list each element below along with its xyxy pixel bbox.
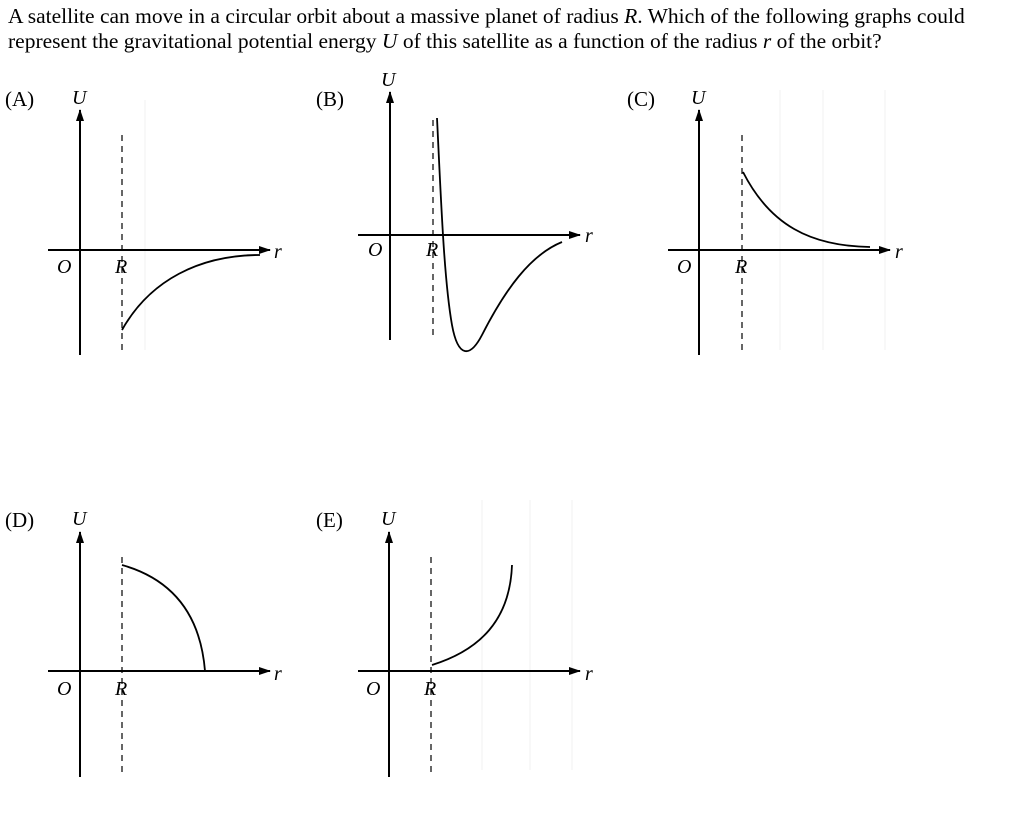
radius-label: R [735, 256, 748, 278]
y-axis-label: U [381, 69, 396, 91]
origin-label: O [368, 239, 383, 261]
choice-label: (B) [316, 87, 344, 111]
graph-b[interactable] [316, 69, 593, 351]
x-axis-label: r [274, 241, 282, 263]
origin-label: O [57, 678, 72, 700]
graph-e[interactable] [316, 508, 593, 777]
question-text-part: . Which of the following graphs could [637, 4, 965, 28]
potential-curve [743, 172, 870, 247]
origin-label: O [57, 256, 72, 278]
potential-curve [122, 565, 205, 671]
symbol-r: r [762, 29, 772, 53]
origin-label: O [677, 256, 692, 278]
background-artifacts [145, 90, 885, 770]
choice-label: (D) [5, 508, 35, 532]
x-axis-label: r [585, 663, 593, 685]
question-text-part: of this satellite as a function of the radius [397, 29, 763, 53]
y-axis-label: U [72, 87, 87, 109]
potential-curve [432, 565, 512, 665]
graph-c[interactable] [627, 87, 903, 355]
radius-label: R [115, 256, 128, 278]
question-text-part: of the orbit? [771, 29, 882, 53]
y-axis-label: U [691, 87, 706, 109]
radius-label: R [424, 678, 437, 700]
question-text-part: represent the gravitational potential energy [8, 29, 382, 53]
y-axis-label: U [72, 508, 87, 530]
graph-a[interactable] [5, 87, 282, 355]
symbol-R: R [624, 4, 638, 28]
radius-label: R [426, 239, 439, 261]
radius-label: R [115, 678, 128, 700]
symbol-U: U [381, 29, 398, 53]
choice-label: (C) [627, 87, 655, 111]
y-axis-label: U [381, 508, 396, 530]
question-text-part: A satellite can move in a circular orbit about a massive planet of radius [8, 4, 625, 28]
x-axis-label: r [274, 663, 282, 685]
choice-label: (E) [316, 508, 343, 532]
x-axis-label: r [585, 225, 593, 247]
potential-curve [122, 255, 260, 330]
choice-label: (A) [5, 87, 35, 111]
origin-label: O [366, 678, 381, 700]
graph-d[interactable] [5, 508, 282, 777]
x-axis-label: r [895, 241, 903, 263]
